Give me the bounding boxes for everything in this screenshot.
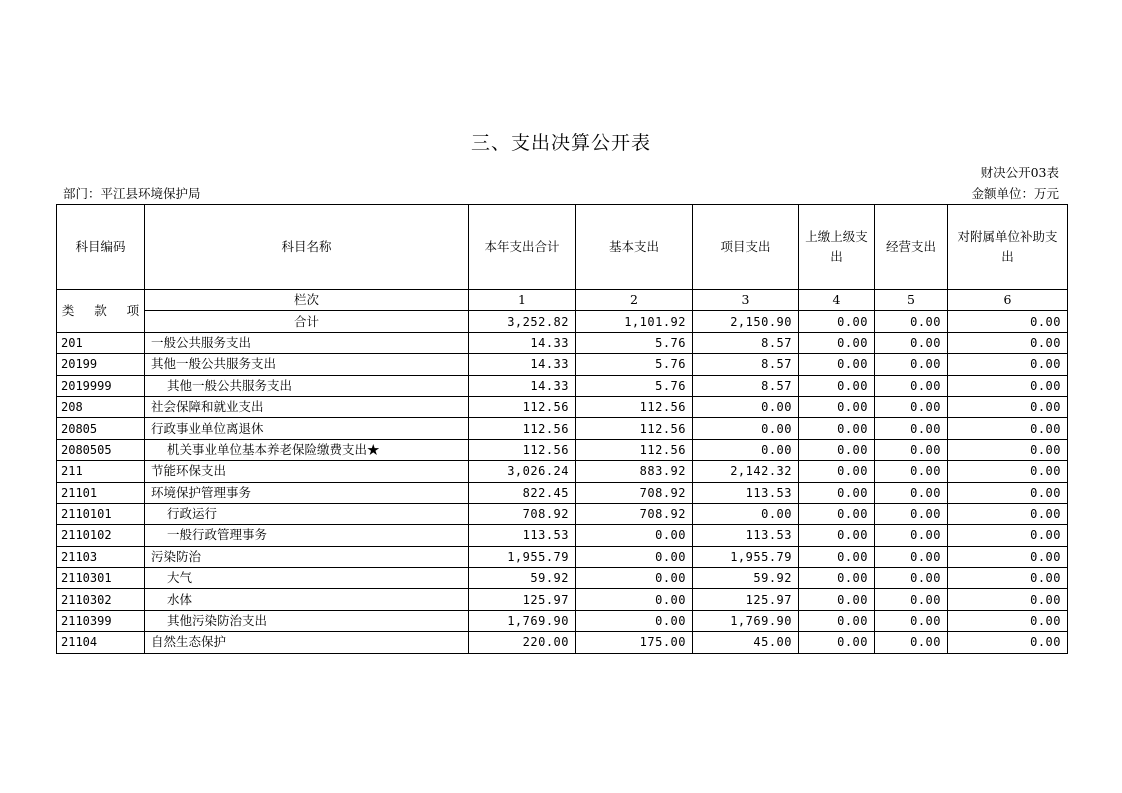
row-project: 0.00 <box>693 396 799 417</box>
row-basic: 708.92 <box>576 503 693 524</box>
row-project: 125.97 <box>693 589 799 610</box>
row-project: 0.00 <box>693 439 799 460</box>
row-subsidy: 0.00 <box>948 418 1068 439</box>
code-subheader <box>57 290 145 333</box>
table-row <box>57 354 1068 375</box>
total-business: 0.00 <box>875 311 948 332</box>
row-project: 59.92 <box>693 568 799 589</box>
row-code: 2110302 <box>57 589 145 610</box>
table-row <box>57 632 1068 653</box>
index-2: 2 <box>576 290 693 311</box>
row-upper: 0.00 <box>799 375 875 396</box>
row-project: 8.57 <box>693 332 799 353</box>
row-project: 0.00 <box>693 418 799 439</box>
table-row <box>57 503 1068 524</box>
row-basic: 883.92 <box>576 461 693 482</box>
row-subsidy: 0.00 <box>948 332 1068 353</box>
expenditure-table <box>56 204 1068 654</box>
table-row <box>57 375 1068 396</box>
index-6: 6 <box>948 290 1068 311</box>
total-project: 2,150.90 <box>693 311 799 332</box>
row-business: 0.00 <box>875 354 948 375</box>
row-subsidy: 0.00 <box>948 354 1068 375</box>
row-subsidy: 0.00 <box>948 632 1068 653</box>
row-name: 其他污染防治支出 <box>145 610 469 631</box>
row-total: 112.56 <box>469 396 576 417</box>
row-basic: 5.76 <box>576 375 693 396</box>
row-code: 2019999 <box>57 375 145 396</box>
index-3: 3 <box>693 290 799 311</box>
row-code: 20805 <box>57 418 145 439</box>
header-total: 本年支出合计 <box>469 205 576 290</box>
row-upper: 0.00 <box>799 461 875 482</box>
page-title: 三、支出决算公开表 <box>470 132 651 154</box>
row-project: 8.57 <box>693 375 799 396</box>
row-subsidy: 0.00 <box>948 568 1068 589</box>
row-code: 211 <box>57 461 145 482</box>
total-total: 3,252.82 <box>469 311 576 332</box>
row-project: 113.53 <box>693 482 799 503</box>
table-row <box>57 568 1068 589</box>
row-business: 0.00 <box>875 439 948 460</box>
total-subsidy: 0.00 <box>948 311 1068 332</box>
row-code: 2110399 <box>57 610 145 631</box>
row-upper: 0.00 <box>799 439 875 460</box>
header-name: 科目名称 <box>145 205 469 290</box>
table-row <box>57 482 1068 503</box>
row-basic: 175.00 <box>576 632 693 653</box>
row-subsidy: 0.00 <box>948 461 1068 482</box>
table-row <box>57 461 1068 482</box>
row-total: 1,955.79 <box>469 546 576 567</box>
row-name: 环境保护管理事务 <box>145 482 469 503</box>
row-total: 1,769.90 <box>469 610 576 631</box>
row-basic: 0.00 <box>576 525 693 546</box>
row-subsidy: 0.00 <box>948 503 1068 524</box>
row-subsidy: 0.00 <box>948 375 1068 396</box>
row-project: 1,955.79 <box>693 546 799 567</box>
row-upper: 0.00 <box>799 610 875 631</box>
row-subsidy: 0.00 <box>948 610 1068 631</box>
row-total: 14.33 <box>469 375 576 396</box>
row-name: 社会保障和就业支出 <box>145 396 469 417</box>
table-row <box>57 418 1068 439</box>
row-total: 220.00 <box>469 632 576 653</box>
row-code: 2110102 <box>57 525 145 546</box>
row-total: 113.53 <box>469 525 576 546</box>
row-upper: 0.00 <box>799 503 875 524</box>
row-total: 14.33 <box>469 354 576 375</box>
row-name: 大气 <box>145 568 469 589</box>
header-code-group: 科目编码 <box>57 205 145 290</box>
row-upper: 0.00 <box>799 482 875 503</box>
row-total: 822.45 <box>469 482 576 503</box>
row-business: 0.00 <box>875 332 948 353</box>
row-name: 水体 <box>145 589 469 610</box>
row-name: 机关事业单位基本养老保险缴费支出★ <box>145 439 469 460</box>
table-row <box>57 610 1068 631</box>
subheader-xiang: 项 <box>126 302 140 318</box>
table-row <box>57 396 1068 417</box>
row-name: 其他一般公共服务支出 <box>145 375 469 396</box>
row-name: 一般行政管理事务 <box>145 525 469 546</box>
row-upper: 0.00 <box>799 396 875 417</box>
header-row <box>57 205 1068 290</box>
total-upper: 0.00 <box>799 311 875 332</box>
row-upper: 0.00 <box>799 332 875 353</box>
row-business: 0.00 <box>875 525 948 546</box>
row-project: 113.53 <box>693 525 799 546</box>
row-code: 2080505 <box>57 439 145 460</box>
table-row <box>57 589 1068 610</box>
row-business: 0.00 <box>875 568 948 589</box>
row-business: 0.00 <box>875 418 948 439</box>
row-upper: 0.00 <box>799 354 875 375</box>
row-project: 2,142.32 <box>693 461 799 482</box>
table-row <box>57 332 1068 353</box>
row-name: 一般公共服务支出 <box>145 332 469 353</box>
row-business: 0.00 <box>875 632 948 653</box>
row-total: 125.97 <box>469 589 576 610</box>
row-name: 节能环保支出 <box>145 461 469 482</box>
row-subsidy: 0.00 <box>948 439 1068 460</box>
row-subsidy: 0.00 <box>948 396 1068 417</box>
form-code: 财决公开03表 <box>980 165 1059 180</box>
header-basic: 基本支出 <box>576 205 693 290</box>
row-business: 0.00 <box>875 546 948 567</box>
department-label: 部门：平江县环境保护局 <box>63 186 201 201</box>
row-total: 59.92 <box>469 568 576 589</box>
subheader-kuan: 款 <box>94 302 107 318</box>
row-code: 20199 <box>57 354 145 375</box>
row-basic: 0.00 <box>576 546 693 567</box>
row-total: 14.33 <box>469 332 576 353</box>
table-row <box>57 439 1068 460</box>
row-project: 1,769.90 <box>693 610 799 631</box>
header-business: 经营支出 <box>875 205 948 290</box>
row-name: 其他一般公共服务支出 <box>145 354 469 375</box>
row-business: 0.00 <box>875 503 948 524</box>
row-total: 112.56 <box>469 439 576 460</box>
total-row <box>57 311 1068 332</box>
row-upper: 0.00 <box>799 589 875 610</box>
row-upper: 0.00 <box>799 525 875 546</box>
row-business: 0.00 <box>875 610 948 631</box>
row-code: 21104 <box>57 632 145 653</box>
index-row <box>57 290 1068 311</box>
row-code: 208 <box>57 396 145 417</box>
row-basic: 5.76 <box>576 354 693 375</box>
total-basic: 1,101.92 <box>576 311 693 332</box>
row-project: 45.00 <box>693 632 799 653</box>
row-code: 2110101 <box>57 503 145 524</box>
row-upper: 0.00 <box>799 632 875 653</box>
row-subsidy: 0.00 <box>948 546 1068 567</box>
row-upper: 0.00 <box>799 418 875 439</box>
row-business: 0.00 <box>875 482 948 503</box>
row-basic: 112.56 <box>576 396 693 417</box>
total-label: 合计 <box>145 311 469 332</box>
row-total: 3,026.24 <box>469 461 576 482</box>
index-4: 4 <box>799 290 875 311</box>
header-subsidy: 对附属单位补助支出 <box>948 205 1068 290</box>
row-basic: 5.76 <box>576 332 693 353</box>
subheader-lei: 类 <box>61 302 75 318</box>
header-project: 项目支出 <box>693 205 799 290</box>
row-upper: 0.00 <box>799 546 875 567</box>
row-business: 0.00 <box>875 396 948 417</box>
row-name: 自然生态保护 <box>145 632 469 653</box>
row-basic: 708.92 <box>576 482 693 503</box>
row-subsidy: 0.00 <box>948 525 1068 546</box>
row-business: 0.00 <box>875 461 948 482</box>
amount-unit-label: 金额单位：万元 <box>971 186 1059 201</box>
header-upper: 上缴上级支出 <box>799 205 875 290</box>
row-basic: 0.00 <box>576 610 693 631</box>
index-1: 1 <box>469 290 576 311</box>
row-code: 21103 <box>57 546 145 567</box>
row-total: 112.56 <box>469 418 576 439</box>
index-label: 栏次 <box>145 290 469 311</box>
row-upper: 0.00 <box>799 568 875 589</box>
row-code: 201 <box>57 332 145 353</box>
row-basic: 0.00 <box>576 568 693 589</box>
row-basic: 112.56 <box>576 418 693 439</box>
row-name: 行政事业单位离退休 <box>145 418 469 439</box>
row-project: 0.00 <box>693 503 799 524</box>
index-5: 5 <box>875 290 948 311</box>
row-code: 2110301 <box>57 568 145 589</box>
row-basic: 112.56 <box>576 439 693 460</box>
row-name: 行政运行 <box>145 503 469 524</box>
row-basic: 0.00 <box>576 589 693 610</box>
row-name: 污染防治 <box>145 546 469 567</box>
row-subsidy: 0.00 <box>948 482 1068 503</box>
row-subsidy: 0.00 <box>948 589 1068 610</box>
table-row <box>57 546 1068 567</box>
row-business: 0.00 <box>875 589 948 610</box>
row-code: 21101 <box>57 482 145 503</box>
row-business: 0.00 <box>875 375 948 396</box>
row-project: 8.57 <box>693 354 799 375</box>
row-total: 708.92 <box>469 503 576 524</box>
table-row <box>57 525 1068 546</box>
